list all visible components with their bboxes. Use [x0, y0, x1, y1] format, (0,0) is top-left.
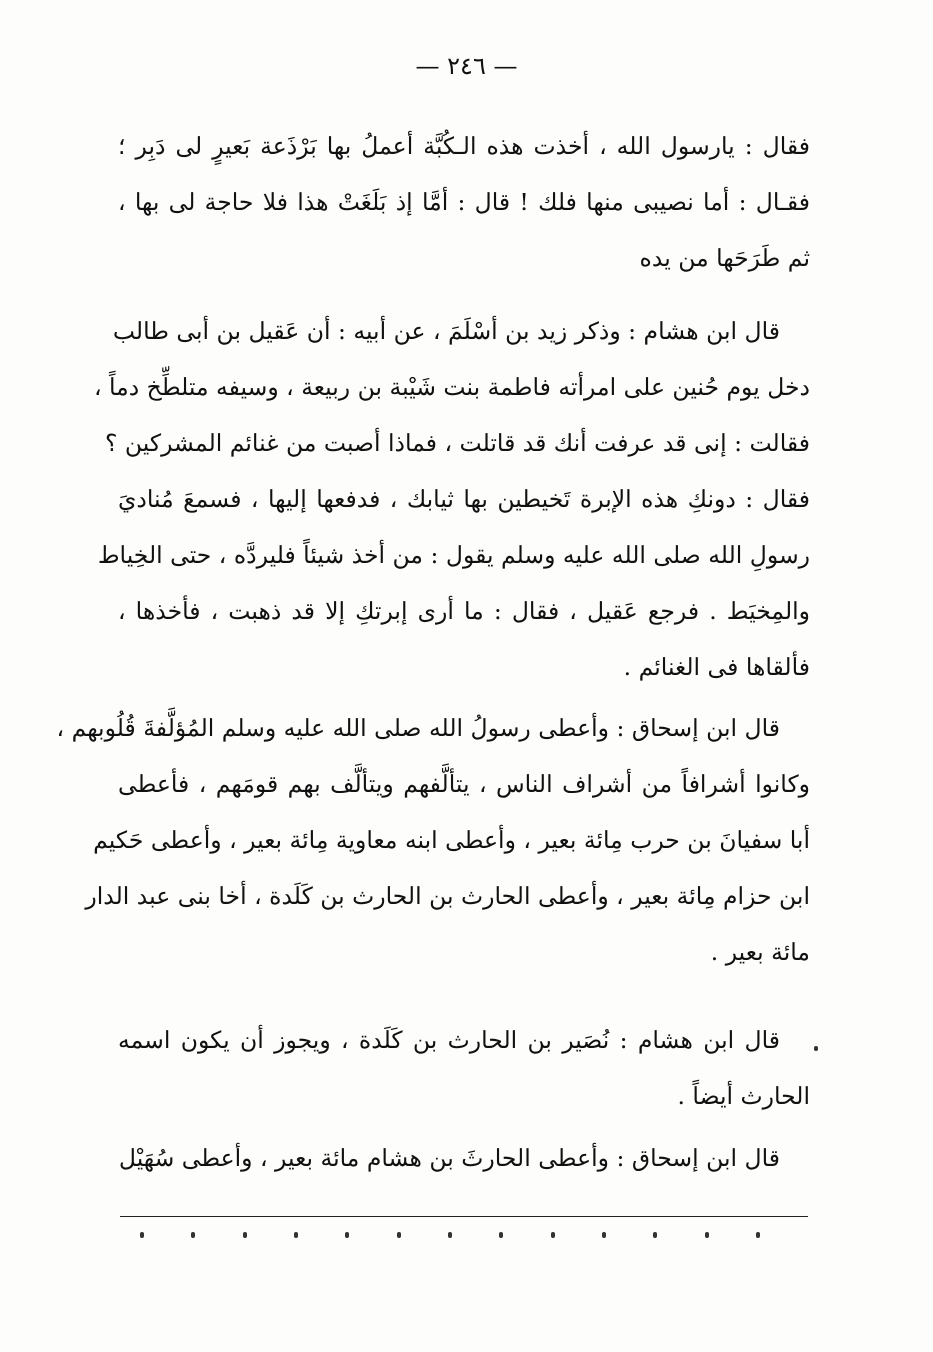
paragraph-3 [56, 700, 810, 980]
paragraph-line: أبا سفيانَ بن حرب مِائة بعير ، وأعطى ابنه معاوية مِائة بعير ، وأعطى حَكيم [93, 826, 810, 854]
footnote-dot-row [140, 1232, 760, 1238]
paragraph-5 [118, 1130, 810, 1186]
paragraph-line: وكانوا أشرافاً من أشراف الناس ، يتألَّفهم ويتألَّف بهم قومَهم ، فأعطى [118, 770, 810, 798]
paragraph-line: رسولِ الله صلى الله عليه وسلم يقول : من أخذ شيئاً فليردَّه ، حتى الخِياط [97, 541, 810, 569]
footnote-dot [397, 1232, 401, 1238]
paragraph-line: فقال : دونكِ هذه الإبرة تَخيطين بها ثيابك ، فدفعها إليها ، فسمعَ مُناديَ [118, 485, 810, 513]
footnote-dot [448, 1232, 452, 1238]
footnote-dot [191, 1232, 195, 1238]
paragraph-line: دخل يوم حُنين على امرأته فاطمة بنت شَيْبة بن ربيعة ، وسيفه متلطِّخ دماً ، [93, 373, 810, 401]
paragraph-line: فألقاها فى الغنائم . [623, 653, 810, 681]
paragraph-line: والمِخيَط . فرجع عَقيل ، فقال : ما أرى إبرتكِ إلا قد ذهبت ، فأخذها ، [118, 597, 810, 625]
footnote-dot [345, 1232, 349, 1238]
paragraph-line: ثم طَرَحَها من يده [639, 244, 810, 272]
paragraph-line: قال ابن إسحاق : وأعطى رسولُ الله صلى الله عليه وسلم المُؤلَّفةَ قُلُوبهم ، [56, 714, 780, 742]
paragraph-line: فقـال : أما نصيبى منها فلك ! قال : أمَّا إذ بَلَغَتْ هذا فلا حاجة لى بها ، [118, 188, 810, 216]
paragraph-2 [93, 303, 810, 695]
paragraph-line: قال ابن هشام : وذكر زيد بن أسْلَمَ ، عن أبيه : أن عَقيل بن أبى طالب [112, 317, 780, 345]
paragraph-4 [118, 1012, 810, 1124]
paragraph-line: قال ابن هشام : نُصَير بن الحارث بن كَلَدة ، ويجوز أن يكون اسمه [118, 1026, 780, 1054]
ink-mark [814, 1046, 818, 1051]
footnote-dot [602, 1232, 606, 1238]
paragraph-line: ابن حزام مِائة بعير ، وأعطى الحارث بن الحارث بن كَلَدة ، أخا بنى عبد الدار [85, 882, 810, 910]
footnote-rule [120, 1216, 808, 1217]
paragraph-1 [118, 118, 810, 286]
footnote-dot [756, 1232, 760, 1238]
footnote-dot [551, 1232, 555, 1238]
footnote-dot [499, 1232, 503, 1238]
paragraph-line: الحارث أيضاً . [677, 1082, 810, 1110]
footnote-dot [294, 1232, 298, 1238]
footnote-dot [243, 1232, 247, 1238]
footnote-dot [705, 1232, 709, 1238]
footnote-dot [140, 1232, 144, 1238]
page-number: — ٢٤٦ — [415, 52, 518, 80]
paragraph-line: فقال : يارسول الله ، أخذت هذه الـكُبَّة أعملُ بها بَرْذَعة بَعيرٍ لى دَبِر ؛ [118, 132, 810, 160]
paragraph-line: قال ابن إسحاق : وأعطى الحارثَ بن هشام مائة بعير ، وأعطى سُهَيْل [118, 1144, 780, 1172]
paragraph-line: فقالت : إنى قد عرفت أنك قد قاتلت ، فماذا أصبت من غنائم المشركين ؟ [104, 429, 810, 457]
footnote-dot [653, 1232, 657, 1238]
paragraph-line: مائة بعير . [710, 938, 810, 966]
